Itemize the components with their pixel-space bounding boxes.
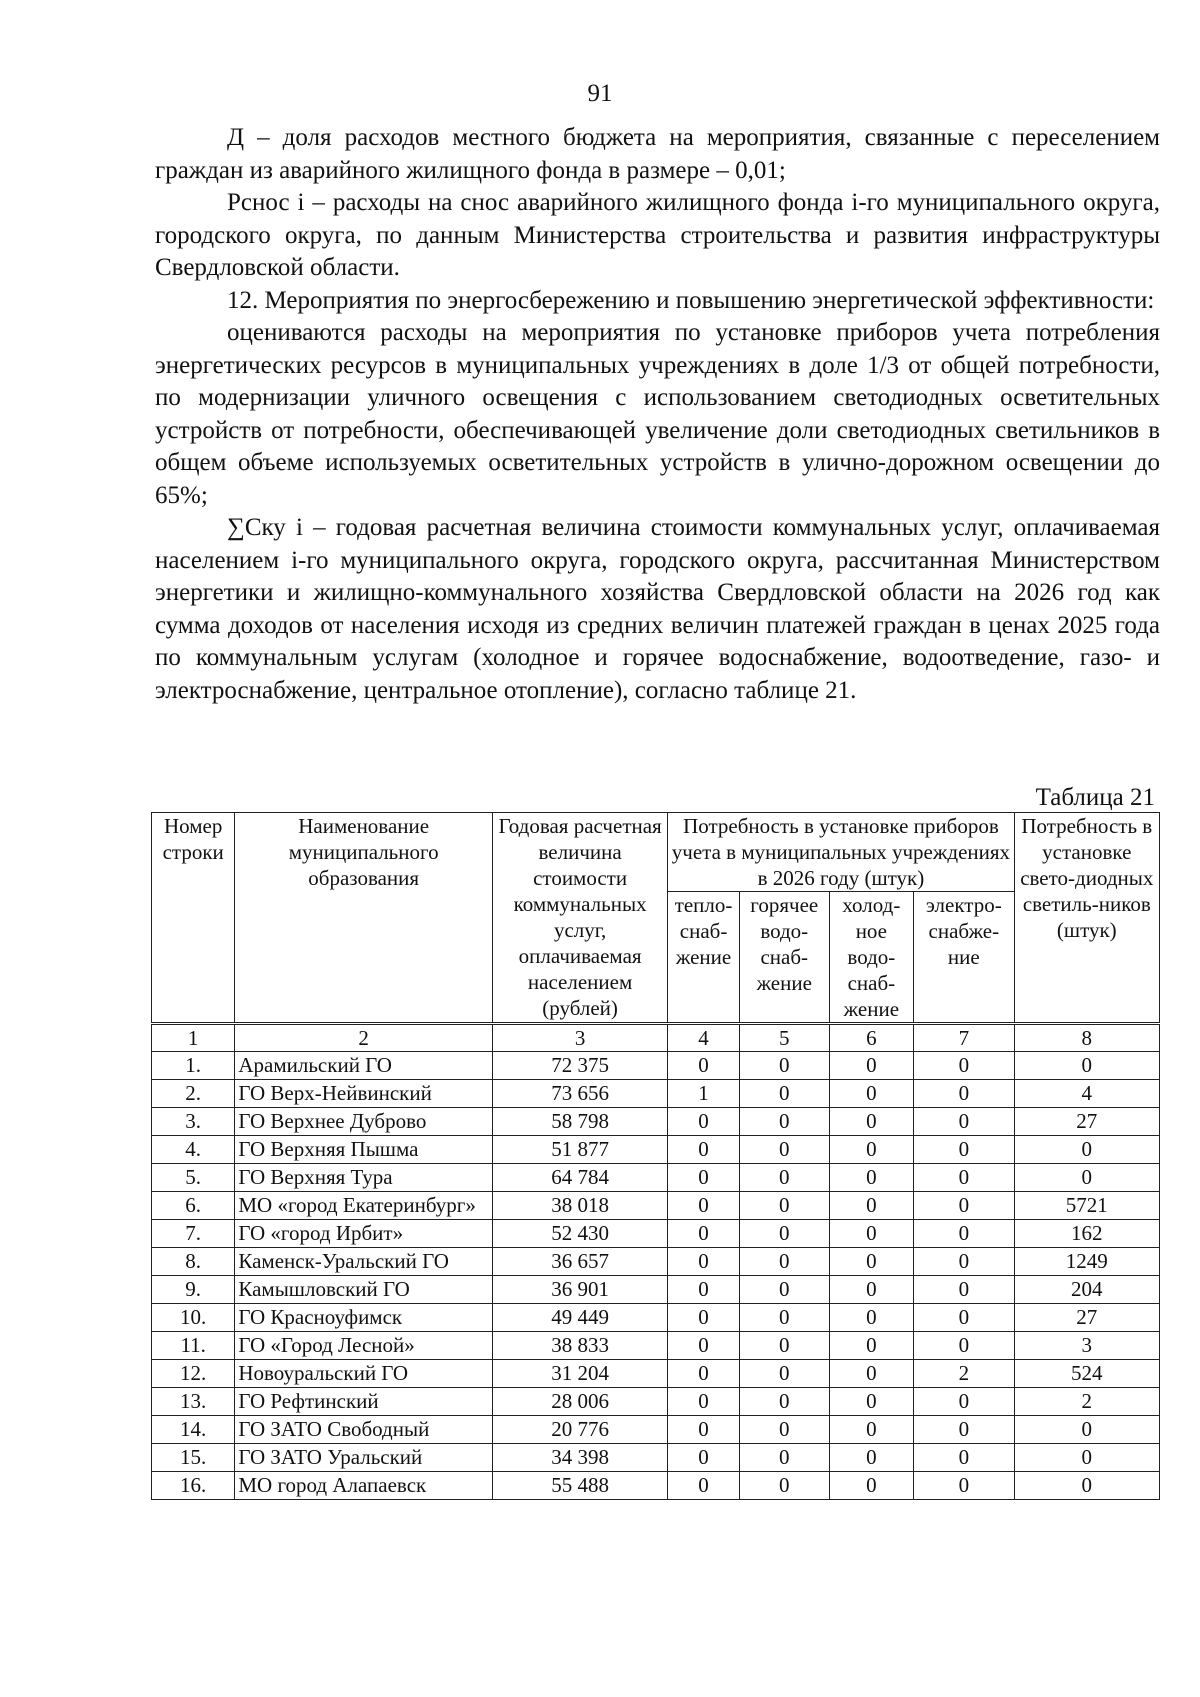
cold-water-cell: 0 xyxy=(829,1388,913,1416)
electricity-cell: 0 xyxy=(914,1164,1015,1192)
header-annual-cost: Годовая расчетная величина стоимости коммунальных услуг, оплачиваемая населением (рублей) xyxy=(492,813,667,1024)
cold-water-cell: 0 xyxy=(829,1248,913,1276)
led-need-cell: 162 xyxy=(1014,1220,1159,1248)
hot-water-cell: 0 xyxy=(739,1444,829,1472)
cold-water-cell: 0 xyxy=(829,1276,913,1304)
led-need-cell: 5721 xyxy=(1014,1192,1159,1220)
annual-cost-cell: 36 901 xyxy=(492,1276,667,1304)
electricity-cell: 0 xyxy=(914,1388,1015,1416)
annual-cost-cell: 20 776 xyxy=(492,1416,667,1444)
heat-supply-cell: 0 xyxy=(668,1444,740,1472)
table-row xyxy=(152,1080,1160,1108)
row-number-cell: 16. xyxy=(152,1472,235,1500)
paragraph: ∑Ску i – годовая расчетная величина стоимости коммунальных услуг, оплачиваемая населением i-го муниципального округа, городского округа, рассчитанная Министерством энергетики и жилищно-коммунального хозяйства Свердловской области на 2026 год как сумма доходов от населения исходя из средних величин платежей граждан в ценах 2025 года по коммунальным услугам (холодное и горячее водоснабжение, водоотведение, газо- и электроснабжение, центральное отопление), согласно таблице 21. xyxy=(155,514,1160,704)
municipality-cell: ГО «Город Лесной» xyxy=(235,1332,493,1360)
electricity-cell: 0 xyxy=(914,1416,1015,1444)
cold-water-cell: 0 xyxy=(829,1332,913,1360)
led-need-cell: 0 xyxy=(1014,1472,1159,1500)
paragraph: оцениваются расходы на мероприятия по установке приборов учета потребления энергетических ресурсов в муниципальных учреждениях в доле 1/3 от общей потребности, по модернизации уличного освещения с использованием светодиодных осветительных устройств от потребности, обеспечивающей увеличение доли светодиодных светильников в общем объеме используемых осветительных устройств в улично-дорожном освещении до 65%; xyxy=(155,319,1160,509)
row-number-cell: 15. xyxy=(152,1444,235,1472)
heat-supply-cell: 0 xyxy=(668,1304,740,1332)
led-need-cell: 0 xyxy=(1014,1052,1159,1080)
header-row-number: Номер строки xyxy=(152,813,235,1024)
annual-cost-cell: 58 798 xyxy=(492,1108,667,1136)
hot-water-cell: 0 xyxy=(739,1360,829,1388)
table-row xyxy=(152,1472,1160,1500)
municipality-cell: ГО Верхнее Дуброво xyxy=(235,1108,493,1136)
heat-supply-cell: 0 xyxy=(668,1360,740,1388)
row-number-cell: 6. xyxy=(152,1192,235,1220)
municipality-cell: ГО Верх-Нейвинский xyxy=(235,1080,493,1108)
row-number-cell: 13. xyxy=(152,1388,235,1416)
hot-water-cell: 0 xyxy=(739,1248,829,1276)
municipality-cell: Арамильский ГО xyxy=(235,1052,493,1080)
table-row xyxy=(152,1108,1160,1136)
led-need-cell: 524 xyxy=(1014,1360,1159,1388)
cold-water-cell: 0 xyxy=(829,1220,913,1248)
led-need-cell: 3 xyxy=(1014,1332,1159,1360)
hot-water-cell: 0 xyxy=(739,1192,829,1220)
cold-water-cell: 0 xyxy=(829,1080,913,1108)
row-number-cell: 3. xyxy=(152,1108,235,1136)
table-row xyxy=(152,1444,1160,1472)
hot-water-cell: 0 xyxy=(739,1276,829,1304)
table-row xyxy=(152,1276,1160,1304)
heat-supply-cell: 0 xyxy=(668,1136,740,1164)
row-number-cell: 11. xyxy=(152,1332,235,1360)
heat-supply-cell: 0 xyxy=(668,1248,740,1276)
cold-water-cell: 0 xyxy=(829,1360,913,1388)
annual-cost-cell: 31 204 xyxy=(492,1360,667,1388)
heat-supply-cell: 0 xyxy=(668,1192,740,1220)
hot-water-cell: 0 xyxy=(739,1080,829,1108)
electricity-cell: 0 xyxy=(914,1248,1015,1276)
electricity-cell: 0 xyxy=(914,1052,1015,1080)
hot-water-cell: 0 xyxy=(739,1220,829,1248)
municipality-cell: ГО ЗАТО Свободный xyxy=(235,1416,493,1444)
municipality-cell: ГО Рефтинский xyxy=(235,1388,493,1416)
electricity-cell: 0 xyxy=(914,1444,1015,1472)
table-row xyxy=(152,1332,1160,1360)
paragraph: Д – доля расходов местного бюджета на мероприятия, связанные с переселением граждан из аварийного жилищного фонда в размере – 0,01; xyxy=(155,124,1160,184)
body-text xyxy=(155,122,1160,707)
paragraph: 12. Мероприятия по энергосбережению и повышению энергетической эффективности: xyxy=(227,286,1155,314)
cold-water-cell: 0 xyxy=(829,1472,913,1500)
hot-water-cell: 0 xyxy=(739,1304,829,1332)
table-caption: Таблица 21 xyxy=(1035,784,1155,811)
led-need-cell: 204 xyxy=(1014,1276,1159,1304)
led-need-cell: 27 xyxy=(1014,1108,1159,1136)
heat-supply-cell: 0 xyxy=(668,1108,740,1136)
table-row xyxy=(152,1248,1160,1276)
heat-supply-cell: 0 xyxy=(668,1276,740,1304)
cold-water-cell: 0 xyxy=(829,1164,913,1192)
electricity-cell: 0 xyxy=(914,1472,1015,1500)
row-number-cell: 8. xyxy=(152,1248,235,1276)
column-number: 3 xyxy=(492,1024,667,1052)
annual-cost-cell: 72 375 xyxy=(492,1052,667,1080)
hot-water-cell: 0 xyxy=(739,1388,829,1416)
column-number: 8 xyxy=(1014,1024,1159,1052)
cold-water-cell: 0 xyxy=(829,1304,913,1332)
table-row xyxy=(152,1220,1160,1248)
cold-water-cell: 0 xyxy=(829,1416,913,1444)
header-cold-water: холод-ное водо-снаб-жение xyxy=(829,892,913,1024)
table-body xyxy=(152,1052,1160,1500)
led-need-cell: 0 xyxy=(1014,1136,1159,1164)
table-row xyxy=(152,1388,1160,1416)
led-need-cell: 27 xyxy=(1014,1304,1159,1332)
cold-water-cell: 0 xyxy=(829,1444,913,1472)
row-number-cell: 14. xyxy=(152,1416,235,1444)
row-number-cell: 7. xyxy=(152,1220,235,1248)
electricity-cell: 0 xyxy=(914,1080,1015,1108)
heat-supply-cell: 0 xyxy=(668,1472,740,1500)
hot-water-cell: 0 xyxy=(739,1108,829,1136)
column-number: 6 xyxy=(829,1024,913,1052)
municipality-cell: ГО Верхняя Тура xyxy=(235,1164,493,1192)
hot-water-cell: 0 xyxy=(739,1136,829,1164)
electricity-cell: 0 xyxy=(914,1136,1015,1164)
header-led-need: Потребность в установке свето-диодных светиль-ников (штук) xyxy=(1014,813,1159,1024)
table-row xyxy=(152,1416,1160,1444)
annual-cost-cell: 34 398 xyxy=(492,1444,667,1472)
row-number-cell: 5. xyxy=(152,1164,235,1192)
heat-supply-cell: 0 xyxy=(668,1164,740,1192)
municipality-cell: Камышловский ГО xyxy=(235,1276,493,1304)
led-need-cell: 0 xyxy=(1014,1164,1159,1192)
municipality-cell: Новоуральский ГО xyxy=(235,1360,493,1388)
hot-water-cell: 0 xyxy=(739,1164,829,1192)
column-number: 1 xyxy=(152,1024,235,1052)
data-table xyxy=(151,812,1160,1500)
annual-cost-cell: 28 006 xyxy=(492,1388,667,1416)
header-meters-group: Потребность в установке приборов учета в муниципальных учреждениях в 2026 году (штук) xyxy=(668,813,1014,892)
municipality-cell: Каменск-Уральский ГО xyxy=(235,1248,493,1276)
column-number: 7 xyxy=(914,1024,1015,1052)
heat-supply-cell: 0 xyxy=(668,1416,740,1444)
electricity-cell: 0 xyxy=(914,1276,1015,1304)
hot-water-cell: 0 xyxy=(739,1052,829,1080)
annual-cost-cell: 52 430 xyxy=(492,1220,667,1248)
cold-water-cell: 0 xyxy=(829,1108,913,1136)
annual-cost-cell: 49 449 xyxy=(492,1304,667,1332)
led-need-cell: 2 xyxy=(1014,1388,1159,1416)
annual-cost-cell: 51 877 xyxy=(492,1136,667,1164)
row-number-cell: 10. xyxy=(152,1304,235,1332)
electricity-cell: 0 xyxy=(914,1332,1015,1360)
table-row xyxy=(152,1052,1160,1080)
municipality-cell: МО город Алапаевск xyxy=(235,1472,493,1500)
annual-cost-cell: 38 833 xyxy=(492,1332,667,1360)
table-row xyxy=(152,1304,1160,1332)
table-row xyxy=(152,1164,1160,1192)
annual-cost-cell: 64 784 xyxy=(492,1164,667,1192)
column-number: 5 xyxy=(739,1024,829,1052)
electricity-cell: 0 xyxy=(914,1304,1015,1332)
header-heat-supply: тепло-снаб-жение xyxy=(668,892,740,1024)
municipality-cell: ГО ЗАТО Уральский xyxy=(235,1444,493,1472)
heat-supply-cell: 0 xyxy=(668,1220,740,1248)
hot-water-cell: 0 xyxy=(739,1472,829,1500)
header-hot-water: горячее водо-снаб-жение xyxy=(739,892,829,1024)
municipality-cell: ГО Красноуфимск xyxy=(235,1304,493,1332)
cold-water-cell: 0 xyxy=(829,1136,913,1164)
table-row xyxy=(152,1136,1160,1164)
table-row xyxy=(152,1360,1160,1388)
hot-water-cell: 0 xyxy=(739,1332,829,1360)
electricity-cell: 0 xyxy=(914,1192,1015,1220)
municipality-cell: МО «город Екатеринбург» xyxy=(235,1192,493,1220)
column-number-row xyxy=(152,1024,1160,1052)
annual-cost-cell: 38 018 xyxy=(492,1192,667,1220)
heat-supply-cell: 0 xyxy=(668,1052,740,1080)
column-number: 2 xyxy=(235,1024,493,1052)
table-row xyxy=(152,1192,1160,1220)
annual-cost-cell: 36 657 xyxy=(492,1248,667,1276)
heat-supply-cell: 1 xyxy=(668,1080,740,1108)
header-municipality: Наименование муниципального образования xyxy=(235,813,493,1024)
column-number: 4 xyxy=(668,1024,740,1052)
municipality-cell: ГО Верхняя Пышма xyxy=(235,1136,493,1164)
heat-supply-cell: 0 xyxy=(668,1388,740,1416)
header-electricity: электро-снабже-ние xyxy=(914,892,1015,1024)
cold-water-cell: 0 xyxy=(829,1052,913,1080)
hot-water-cell: 0 xyxy=(739,1416,829,1444)
row-number-cell: 9. xyxy=(152,1276,235,1304)
heat-supply-cell: 0 xyxy=(668,1332,740,1360)
annual-cost-cell: 73 656 xyxy=(492,1080,667,1108)
row-number-cell: 4. xyxy=(152,1136,235,1164)
page-number: 91 xyxy=(587,80,613,107)
led-need-cell: 0 xyxy=(1014,1444,1159,1472)
row-number-cell: 1. xyxy=(152,1052,235,1080)
municipality-cell: ГО «город Ирбит» xyxy=(235,1220,493,1248)
led-need-cell: 0 xyxy=(1014,1416,1159,1444)
electricity-cell: 0 xyxy=(914,1108,1015,1136)
row-number-cell: 2. xyxy=(152,1080,235,1108)
electricity-cell: 2 xyxy=(914,1360,1015,1388)
annual-cost-cell: 55 488 xyxy=(492,1472,667,1500)
led-need-cell: 4 xyxy=(1014,1080,1159,1108)
paragraph: Рснос i – расходы на снос аварийного жилищного фонда i-го муниципального округа, городского округа, по данным Министерства строительства и развития инфраструктуры Свердловской области. xyxy=(155,189,1160,281)
led-need-cell: 1249 xyxy=(1014,1248,1159,1276)
row-number-cell: 12. xyxy=(152,1360,235,1388)
cold-water-cell: 0 xyxy=(829,1192,913,1220)
electricity-cell: 0 xyxy=(914,1220,1015,1248)
